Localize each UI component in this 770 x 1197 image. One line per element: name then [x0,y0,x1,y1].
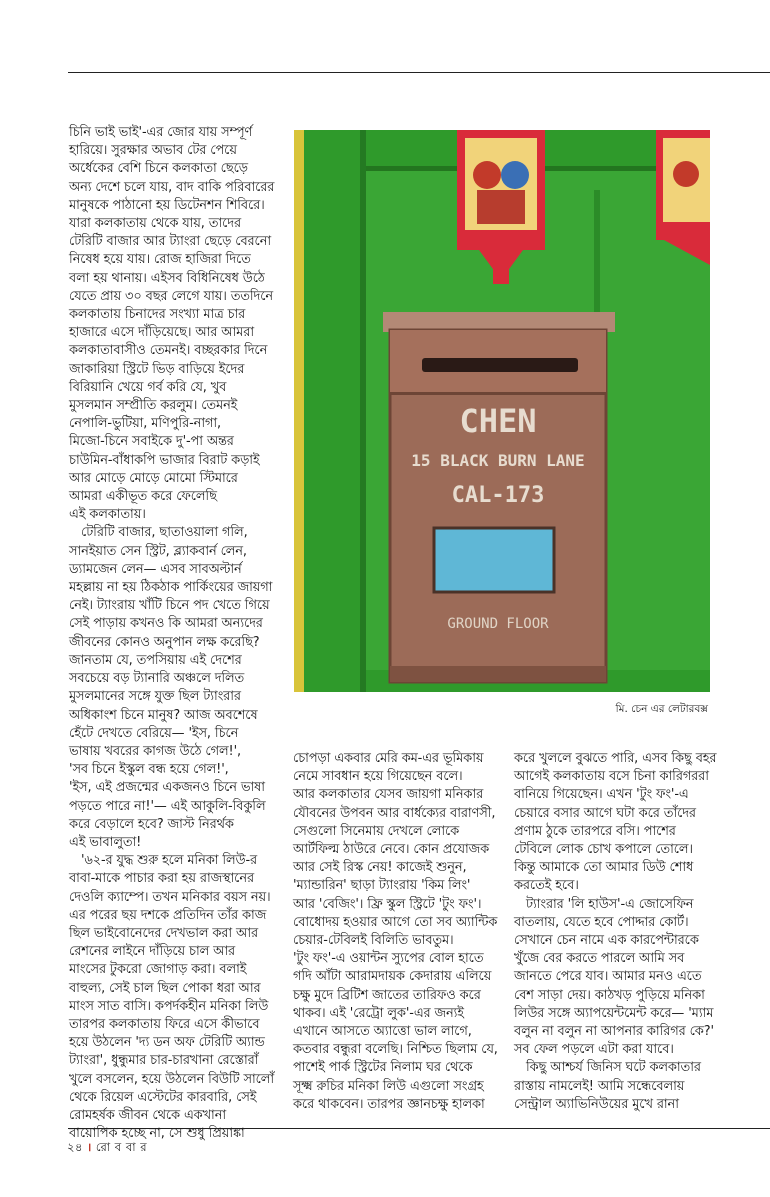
box-text-floor: GROUND FLOOR [447,616,549,632]
box-text-chen: CHEN [459,402,537,440]
page-number: ২৪ [67,1140,83,1154]
box-text-cal: CAL-173 [451,483,545,508]
box-text-address: 15 BLACK BURN LANE [411,451,585,470]
page-footer [67,1139,147,1158]
top-rule [68,72,770,73]
photo-caption: মি. চেন এর লেটারবক্স [615,703,708,715]
magazine-name: রো ব বা র [95,1140,148,1154]
footer-separator: । [86,1140,92,1154]
chen-letterbox [383,312,615,682]
article-column-right: করে খুললে বুঝতে পারি, এসব কিছু বহর আগেই কলকাতায় বসে চিনা কারিগররা বানিয়ে গিয়েছেন। এখন 'টুং ফং'-এ চেয়ারে বসার আগে ঘটা করে তাঁদের প্রণাম ঠুকে তারপরে বসি। পাশের টেবিলে লোক চোখ কপালে তোলে। কিন্তু আমাকে তো আমার ডিউ শোধ করতেই হবে। ট্যাংরার 'লি হাউস'-এ জোসেফিন বাতলায়, যেতে হবে পোদ্দার কোর্ট। সেখানে চেন নামে এক কারপেন্টারকে খুঁজে বের করতে পারলে আমি সব জানতে পেরে যাব। আমার মনও এতে বেশ সাড়া দেয়। কাঠখড় পুড়িয়ে মনিকা লিউর সঙ্গে অ্যাপয়েন্টমেন্ট করে— 'ম্যাম বলুন না বলুন না আপনার কারিগর কে?' সব ফেল পড়লে এটা করা যাবে। কিছু আশ্চর্য জিনিস ঘটে কলকাতার রাস্তায় নামলেই! আমি সন্ধেবেলায় সেন্ট্রাল অ্যাভিনিউয়ের মুখে রানা [514,751,717,1112]
letterbox-photo [294,130,710,692]
bottom-rule [68,1128,770,1129]
article-column-middle: চোপড়া একবার মেরি কম-এর ভূমিকায় নেমে সাবধান হয়ে গিয়েছেন বলে। আর কলকাতার যেসব জায়গা মনিকার যৌবনের উপবন আর বার্ধক্যের বারাণসী, সেগুলো সিনেমায় দেখলে লোকে আর্টফিল্ম ঠাউরে নেবে। কোন প্রযোজক আর সেই রিস্ক নেয়! কাজেই শুনুন, 'ম্যান্ডারিন' ছাড়া ট্যাংরায় 'কিম লিং' আর 'বেজিং'। ফ্রি স্কুল স্ট্রিটে 'টুং ফং'। বোধোদয় হওয়ার আগে তো সব অ্যান্টিক চেয়ার-টেবিলই বিলিতি ভাবতুম। 'টুং ফং'-এ ওয়ান্টন স্যুপের বোল হাতে গদি আঁটা আরামদায়ক কেদারায় এলিয়ে চক্ষু মুদে ব্রিটিশ জাতের তারিফও করে থাকব। এই 'রেট্রো লুক'-এর জন্যই এখানে আসতে অ্যাত্তো ভাল লাগে, কতবার বন্ধুরা বলেছি। নিশ্চিত ছিলাম যে, পাশেই পার্ক স্ট্রিটের নিলাম ঘর থেকে সূক্ষ্ম রুচির মনিকা লিউ এগুলো সংগ্রহ করে থাকবেন। তারপর জ্ঞানচক্ষু হালকা [293,751,498,1112]
article-column-left: চিনি ভাই ভাই'-এর জোর যায় সম্পূর্ণ হারিয়ে। সুরক্ষার অভাব টের পেয়ে অর্ধেকের বেশি চিনে কলকাতা ছেড়ে অন্য দেশে চলে যায়, বাদ বাকি পরিবারের মানুষকে পাঠানো হয় ডিটেনশন শিবিরে। যারা কলকাতায় থেকে যায়, তাদের টেরিটি বাজার আর ট্যাংরা ছেড়ে বেরনো নিষেধ হয়ে যায়। রোজ হাজিরা দিতে বলা হয় থানায়। এইসব বিধিনিষেধ উঠে যেতে প্রায় ৩০ বছর লেগে যায়। ততদিনে কলকাতায় চিনাদের সংখ্যা মাত্র চার হাজারে এসে দাঁড়িয়েছে। আর আমরা কলকাতাবাসীও তেমনই। বচ্ছরকার দিনে জাকারিয়া স্ট্রিটে ভিড় বাড়িয়ে ইদের বিরিয়ানি খেয়ে গর্ব করি যে, খুব মুসলমান সম্প্রীতি করলুম। তেমনই নেপালি-ভুটিয়া, মণিপুরি-নাগা, মিজো-চিনে সবাইকে দু'-পা অন্তর চাউমিন-বাঁধাকপি ভাজার বিরাট কড়াই আর মোড়ে মোড়ে মোমো স্টিমারে আমরা একীভূত করে ফেলেছি এই কলকাতায়। টেরিটি বাজার, ছাতাওয়ালা গলি, সানইয়াত সেন স্ট্রিট, ব্ল্যাকবার্ন লেন, ড্যামজেন লেন— এসব সাবঅল্টার্ন মহল্লায় না হয় ঠিকঠাক পার্কিংয়ের জায়গা নেই। ট্যাংরায় খাঁটি চিনে পদ খেতে গিয়ে সেই পাড়ায় কখনও কি আমরা অন্যদের জীবনের কোনও অনুপান লক্ষ করেছি? জানতাম যে, তপসিয়ায় এই দেশের সবচেয়ে বড় ট্যানারি অঞ্চলে দলিত মুসলমানের সঙ্গে যুক্ত ছিল ট্যাংরার অধিকাংশ চিনে মানুষ? আজ অবশেষে হেঁটে দেখতে বেরিয়ে— 'ইস, চিনে ভাষায় খবরের কাগজ উঠে গেল!', 'সব চিনে ইস্কুল বন্ধ হয়ে গেল!', 'ইস, এই প্রজন্মের একজনও চিনে ভাষা পড়তে পারে না!'— এই আকুলি-বিকুলি করে বেড়ালে হবে? জাস্ট নিরর্থক এই ভাবালুতা! '৬২-র যুদ্ধ শুরু হলে মনিকা লিউ-র বাবা-মাকে পাচার করা হয় রাজস্থানের দেওলি ক্যাম্পে। তখন মনিকার বয়স নয়। এর পরের ছয় দশকে প্রতিদিন তাঁর কাজ ছিল ভাইবোনেদের দেখভাল করা আর রেশনের লাইনে দাঁড়িয়ে চাল আর মাংসের টুকরো জোগাড় করা। বলাই বাহুল্য, সেই চাল ছিল পোকা ধরা আর মাংস সাত বাসি। কপর্দকহীন মনিকা লিউ তারপর কলকাতায় ফিরে এসে কীভাবে হয়ে উঠলেন 'দ্য ডন অফ টেরিটি অ্যান্ড ট্যাংরা', ধুন্ধুমার চার-চারখানা রেস্তোরাঁ খুলে বসলেন, হয়ে উঠলেন বিউটি সালোঁ থেকে রিয়েল এস্টেটের কারবারি, সেই রোমহর্ষক জীবন থেকে একখানা বায়োপিক হচ্ছে না, সে শুধু প্রিয়াঙ্কা [69,125,275,1142]
